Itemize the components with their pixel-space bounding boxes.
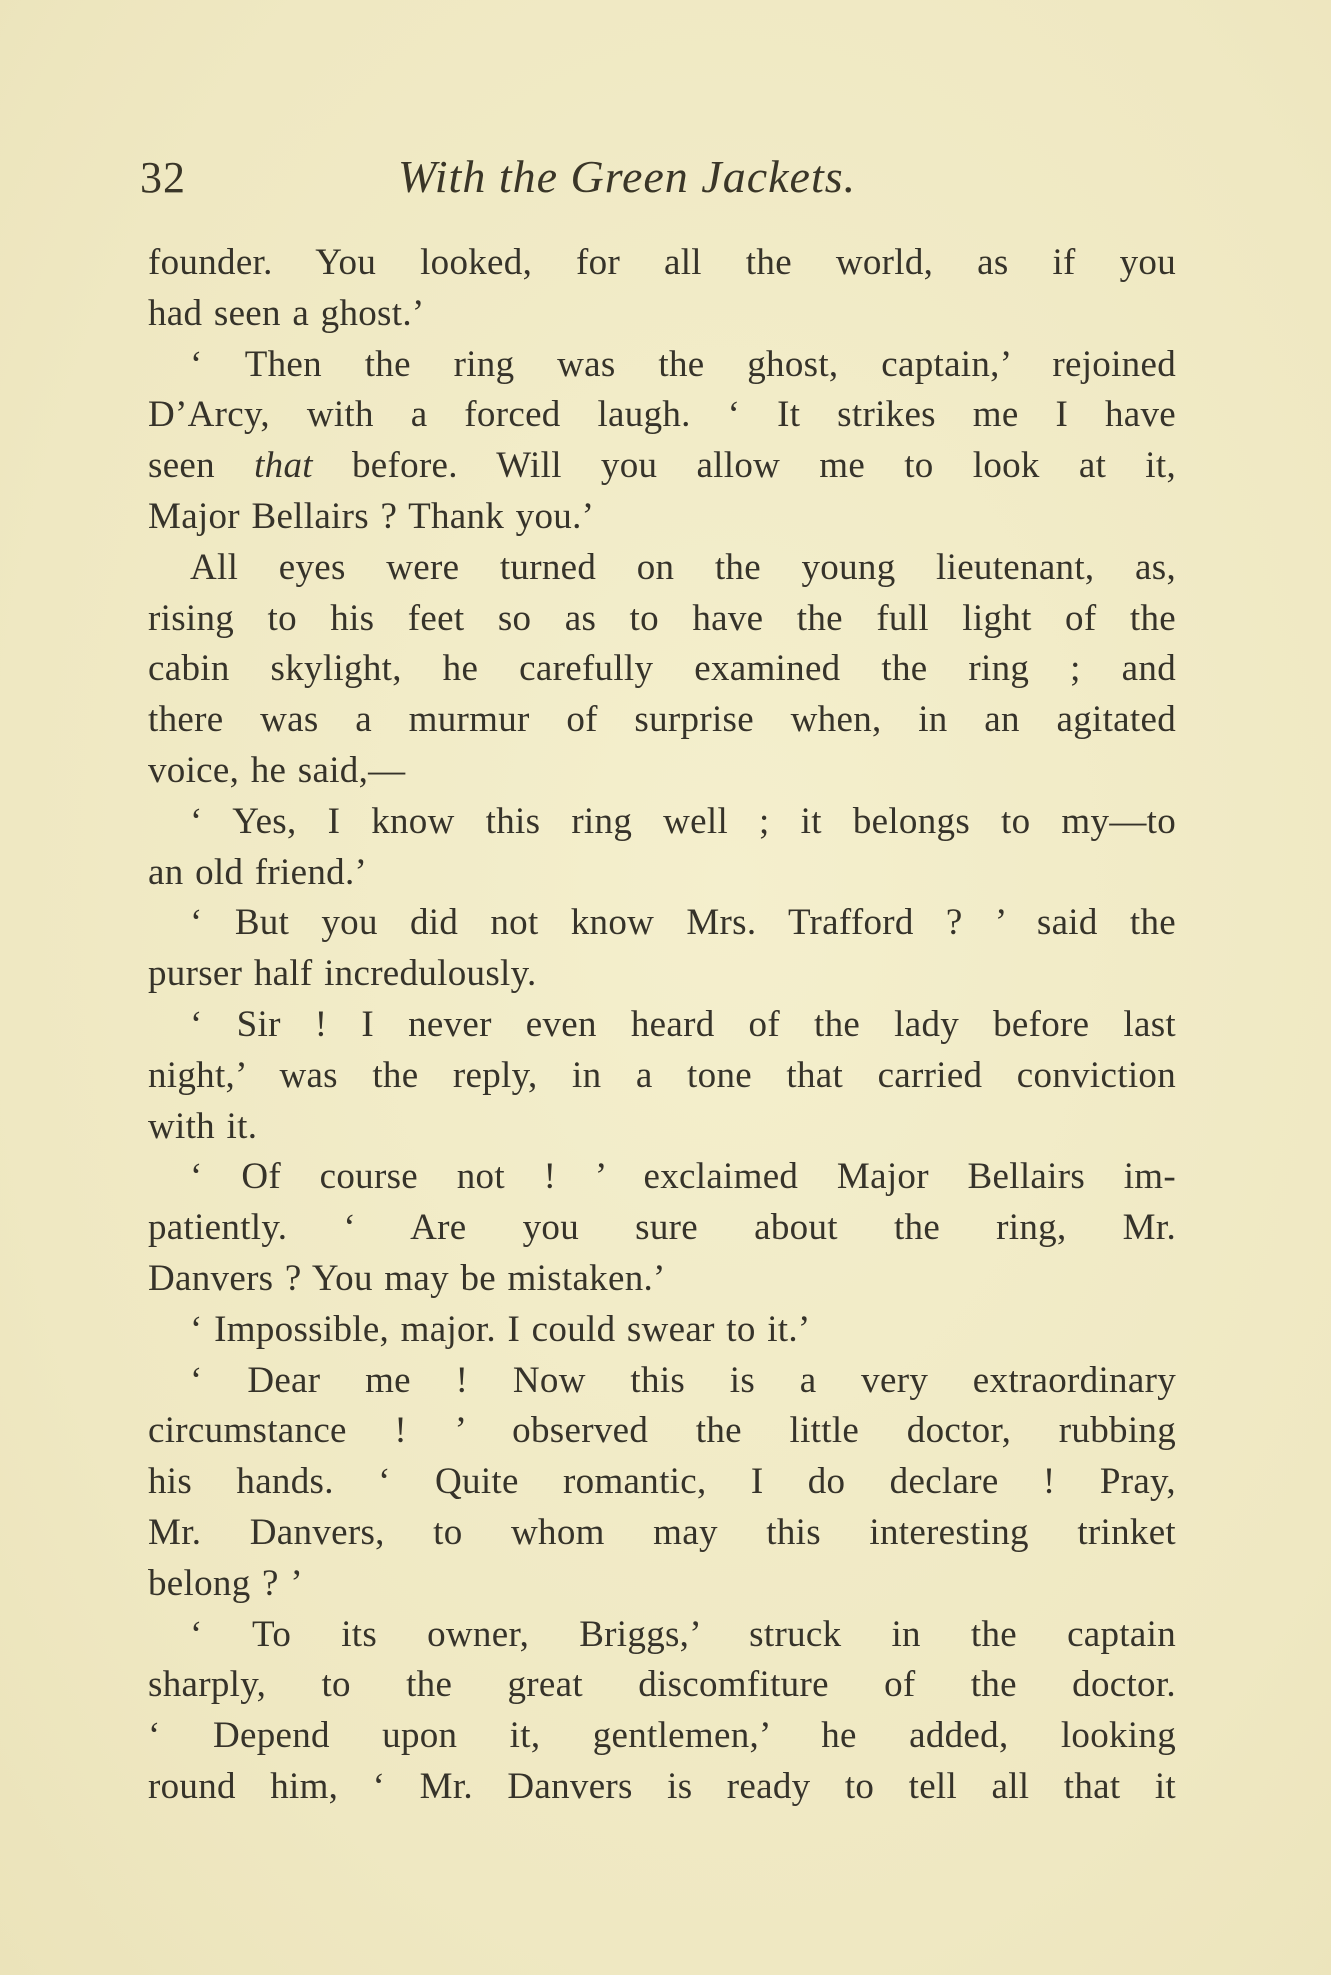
text-line: sharply, to the great discomfiture of the doctor. (148, 1664, 1176, 1706)
body-text (148, 238, 1176, 1813)
text-line: ‘ But you did not know Mrs. Trafford ? ’ said the (190, 902, 1176, 944)
text-line: ‘ Then the ring was the ghost, captain,’ rejoined (190, 343, 1176, 385)
text-fragment: before. Will you allow me to look at it, (312, 445, 1177, 487)
text-line: ‘ Yes, I know this ring well ; it belongs to my—to (190, 800, 1176, 842)
text-line: round him, ‘ Mr. Danvers is ready to tell all that it (148, 1765, 1176, 1807)
text-line: ‘ To its owner, Briggs,’ struck in the captain (190, 1613, 1176, 1655)
running-title: With the Green Jackets. (398, 151, 857, 202)
page-number: 32 (140, 153, 186, 202)
text-line: founder. You looked, for all the world, as if you (148, 242, 1176, 283)
text-line: night,’ was the reply, in a tone that carried conviction (148, 1054, 1176, 1096)
text-line: ‘ Sir ! I never even heard of the lady before last (190, 1003, 1176, 1045)
text-line: ‘ Impossible, major. I could swear to it.’ (190, 1308, 811, 1350)
text-line: his hands. ‘ Quite romantic, I do declare ! Pray, (148, 1461, 1176, 1503)
text-line: had seen a ghost.’ (148, 292, 425, 334)
text-line: there was a murmur of surprise when, in an agitated (148, 699, 1176, 741)
text-line: patiently. ‘ Are you sure about the ring, Mr. (148, 1207, 1176, 1249)
text-fragment: seen (148, 445, 255, 487)
text-line: Danvers ? You may be mistaken.’ (148, 1257, 666, 1299)
text-line: purser half incredulously. (148, 953, 537, 995)
text-line (148, 441, 1176, 492)
text-line: Mr. Danvers, to whom may this interesting trinket (148, 1511, 1176, 1553)
text-line: rising to his feet so as to have the full light of the (148, 597, 1176, 639)
text-line: Major Bellairs ? Thank you.’ (148, 495, 595, 537)
text-line: ‘ Dear me ! Now this is a very extraordinary (190, 1359, 1176, 1401)
text-line: an old friend.’ (148, 851, 368, 893)
running-head (140, 150, 1180, 210)
italic-emphasis: that (254, 445, 313, 487)
text-line: belong ? ’ (148, 1562, 303, 1604)
text-line: voice, he said,— (148, 749, 406, 791)
text-line: circumstance ! ’ observed the little doctor, rubbing (148, 1410, 1176, 1452)
text-line: ‘ Of course not ! ’ exclaimed Major Bellairs im- (190, 1156, 1176, 1198)
text-line: All eyes were turned on the young lieutenant, as, (190, 546, 1176, 588)
text-line: with it. (148, 1105, 258, 1147)
text-line: D’Arcy, with a forced laugh. ‘ It strikes me I have (148, 394, 1176, 436)
text-line: ‘ Depend upon it, gentlemen,’ he added, looking (148, 1715, 1176, 1757)
text-line: cabin skylight, he carefully examined the ring ; and (148, 648, 1176, 690)
